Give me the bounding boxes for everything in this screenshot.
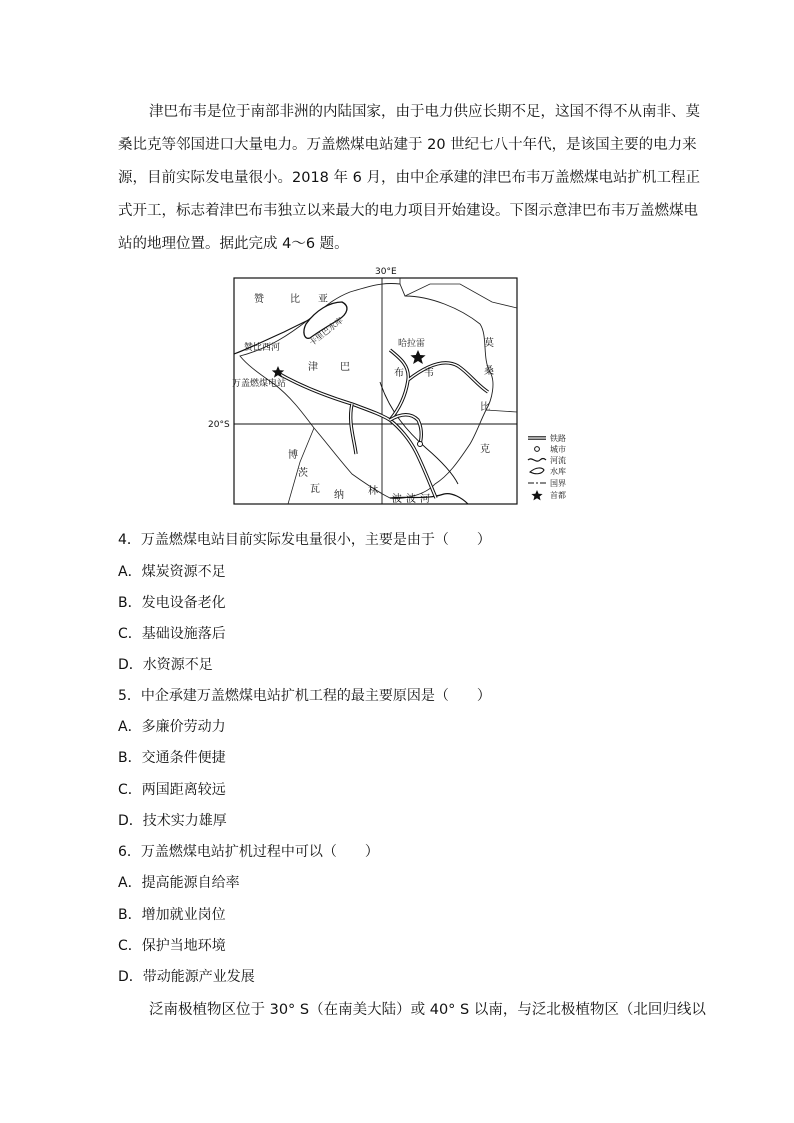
question-4-option-b: B．发电设备老化 xyxy=(118,595,226,611)
harare-capital-marker xyxy=(410,350,425,364)
intro-line: 桑比克等邻国进口大量电力。万盖燃煤电站建于 20 世纪七八十年代，是该国主要的电力来 xyxy=(118,137,697,153)
legend-reservoir: 水库 xyxy=(550,467,566,476)
question-6-option-d: D．带动能源产业发展 xyxy=(118,969,255,985)
label-zimbabwe: 韦 xyxy=(424,368,434,379)
legend-capital: 首都 xyxy=(550,491,566,500)
question-4-option-a: A．煤炭资源不足 xyxy=(118,564,226,580)
label-limpopo: 波 xyxy=(406,494,416,505)
label-limpopo: 林 xyxy=(368,486,378,497)
river-inner xyxy=(380,382,458,484)
label-zimbabwe: 巴 xyxy=(340,362,350,373)
lon-label: 30°E xyxy=(375,267,397,277)
label-zambia: 比 xyxy=(290,294,300,305)
label-botswana: 纳 xyxy=(334,490,344,501)
label-hwange: 万盖燃煤电站 xyxy=(232,379,287,389)
question-5-option-d: D．技术实力雄厚 xyxy=(118,813,227,829)
legend-railway: 铁路 xyxy=(550,434,566,443)
question-5-option-b: B．交通条件便捷 xyxy=(118,750,226,766)
legend-city: 城市 xyxy=(550,445,566,454)
city-marker xyxy=(418,442,423,447)
lat-label: 20°S xyxy=(208,420,230,430)
label-mozambique: 桑 xyxy=(484,366,494,377)
question-4-option-c: C．基础设施落后 xyxy=(118,626,226,642)
label-mozambique: 克 xyxy=(480,444,490,455)
intro-line: 津巴布韦是位于南部非洲的内陆国家，由于电力供应长期不足，这国不得不从南非、莫 xyxy=(149,104,700,120)
question-6-option-c: C．保护当地环境 xyxy=(118,938,226,954)
label-harare: 哈拉雷 xyxy=(398,339,426,349)
intro-line: 站的地理位置。据此完成 4～6 题。 xyxy=(118,236,349,252)
moz-border-east xyxy=(486,410,517,412)
legend-border: 国界 xyxy=(550,479,566,488)
label-zimbabwe: 津 xyxy=(308,362,318,373)
map-frame xyxy=(234,278,517,504)
next-paragraph xyxy=(118,994,706,1027)
question-6-option-a: A．提高能源自给率 xyxy=(118,875,240,891)
zimbabwe-border xyxy=(240,283,493,498)
zimbabwe-map xyxy=(208,262,580,510)
label-zambia: 亚 xyxy=(318,294,328,305)
label-botswana: 博 xyxy=(288,450,298,461)
intro-paragraph xyxy=(118,96,700,261)
intro-line: 式开工，标志着津巴布韦独立以来最大的电力项目开始建设。下图示意津巴布韦万盖燃煤电 xyxy=(118,203,698,219)
label-botswana: 瓦 xyxy=(310,484,320,495)
question-6-option-b: B．增加就业岗位 xyxy=(118,907,226,923)
label-kariba: 卡里巴水库 xyxy=(307,315,345,348)
question-6-stem: 6．万盖燃煤电站扩机过程中可以（ ） xyxy=(118,844,379,860)
label-zambezi: 赞比西河 xyxy=(244,343,281,353)
label-limpopo: 波 xyxy=(392,494,402,505)
legend-river: 河流 xyxy=(550,456,566,465)
question-4-option-d: D．水资源不足 xyxy=(118,657,213,673)
label-limpopo: 河 xyxy=(420,494,430,505)
label-mozambique: 莫 xyxy=(484,338,494,349)
question-5-option-a: A．多廉价劳动力 xyxy=(118,719,226,735)
intro-line: 源，目前实际发电量很小。2018 年 6 月，由中企承建的津巴布韦万盖燃煤电站扩机工程正 xyxy=(118,170,700,186)
label-zambia: 赞 xyxy=(254,294,264,305)
question-5-option-c: C．两国距离较远 xyxy=(118,782,226,798)
map-legend xyxy=(528,433,566,500)
question-5-stem: 5．中企承建万盖燃煤电站扩机工程的最主要原因是（ ） xyxy=(118,688,491,704)
moz-border-north xyxy=(400,278,517,308)
label-botswana: 茨 xyxy=(298,468,308,479)
question-4-stem: 4．万盖燃煤电站目前实际发电量很小，主要是由于（ ） xyxy=(118,532,491,548)
label-mozambique: 比 xyxy=(480,402,490,413)
next-paragraph-line: 泛南极植物区位于 30° S（在南美大陆）或 40° S 以南，与泛北极植物区（北回归线以 xyxy=(149,1002,706,1018)
label-zimbabwe: 布 xyxy=(394,368,404,379)
